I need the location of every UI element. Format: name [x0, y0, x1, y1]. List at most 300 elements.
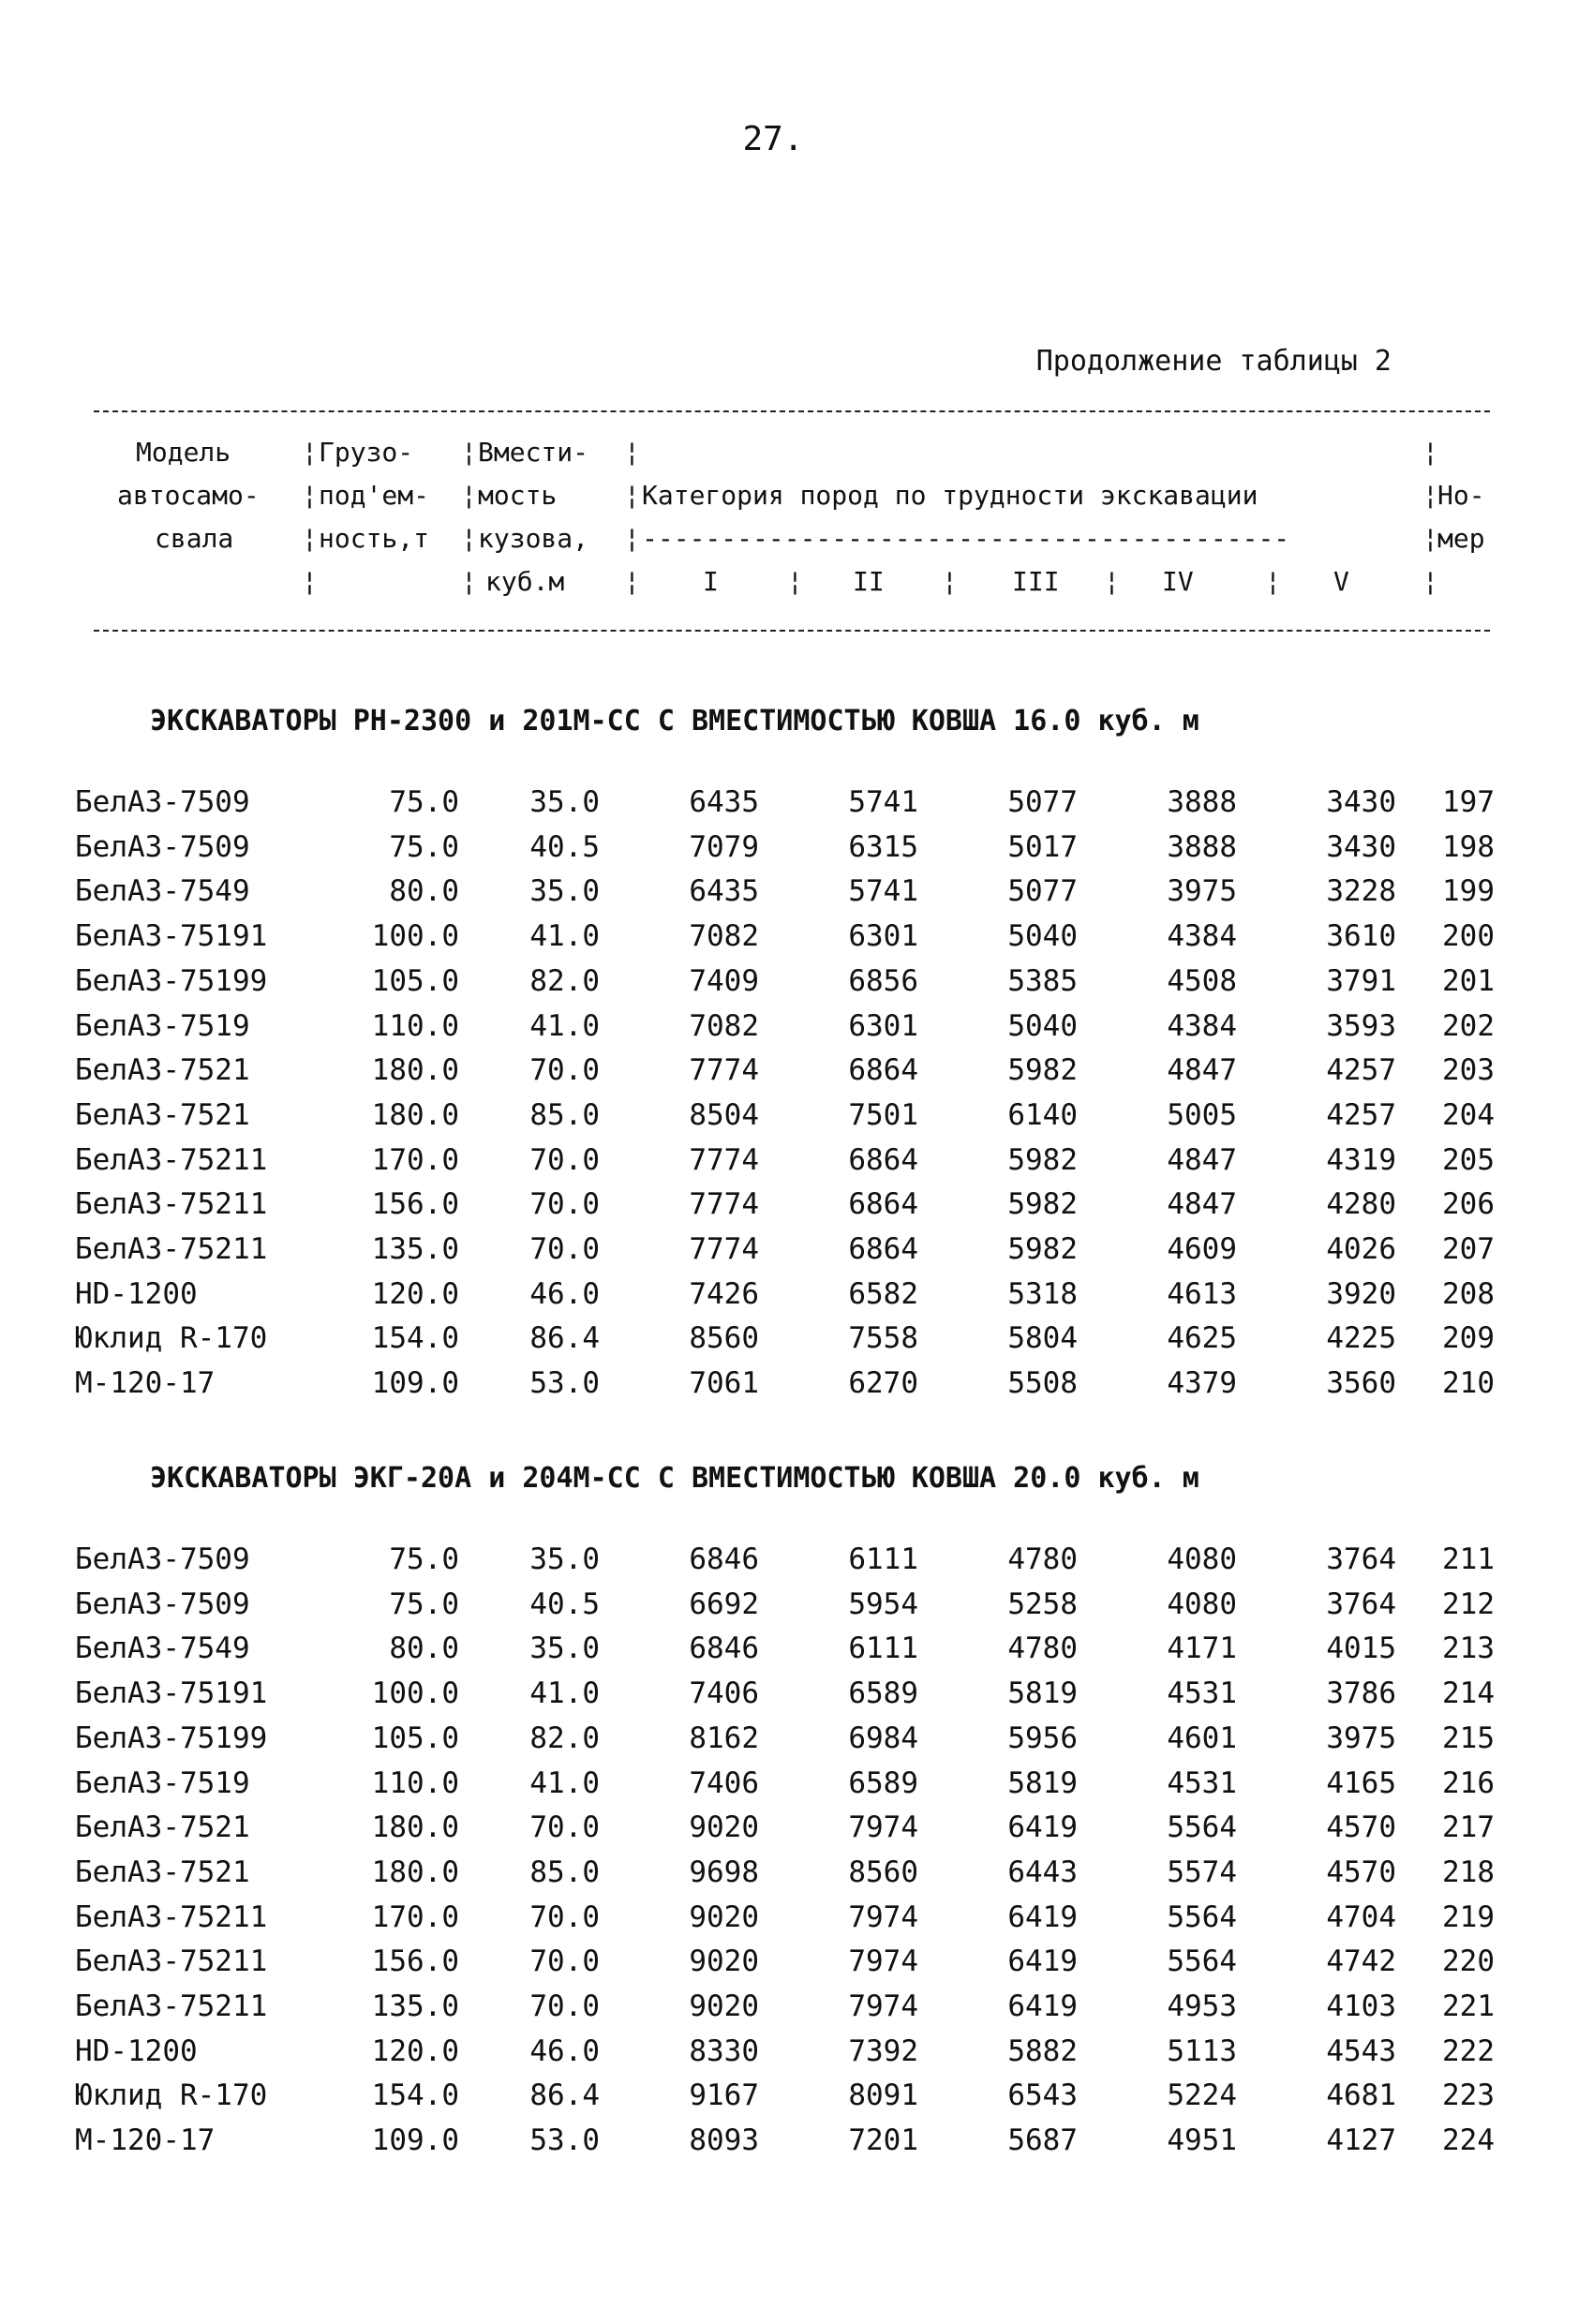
cat-2-cell: 7558	[848, 1321, 918, 1356]
cat-3-cell: 5982	[1007, 1232, 1078, 1266]
cat-5-cell: 4681	[1326, 2078, 1396, 2113]
model-cell: БелАЗ-75211	[75, 1232, 268, 1266]
table-row	[75, 830, 1518, 874]
table-row	[75, 1989, 1518, 2034]
model-cell: БелАЗ-7509	[75, 1542, 250, 1576]
cat-4-cell: 4080	[1167, 1542, 1237, 1576]
capacity-cell: 180.0	[371, 1855, 459, 1889]
cat-4-cell: 4080	[1167, 1587, 1237, 1621]
cat-3-cell: 5819	[1007, 1676, 1078, 1711]
header-separator: ¦	[1265, 566, 1281, 597]
model-cell: БелАЗ-7521	[75, 1053, 250, 1088]
number-cell: 204	[1442, 1097, 1495, 1132]
cat-1-cell: 7774	[689, 1232, 759, 1266]
volume-cell: 86.4	[529, 1321, 600, 1356]
cat-3-cell: 5040	[1007, 1008, 1078, 1043]
header-category-title: Категория пород по трудности экскавации	[642, 480, 1258, 511]
header-separator: ¦	[1104, 566, 1120, 597]
cat-5-cell: 3764	[1326, 1542, 1396, 1576]
page-number: 27.	[742, 120, 804, 158]
cat-4-cell: 4601	[1167, 1721, 1237, 1755]
cat-1-cell: 7061	[689, 1366, 759, 1401]
volume-cell: 41.0	[529, 919, 600, 954]
capacity-cell: 110.0	[371, 1765, 459, 1800]
cat-5-cell: 4225	[1326, 1321, 1396, 1356]
capacity-cell: 75.0	[389, 1587, 459, 1621]
table-row	[75, 1009, 1518, 1053]
cat-3-cell: 5318	[1007, 1276, 1078, 1311]
header-volume-line4: куб.м	[485, 566, 565, 597]
capacity-cell: 80.0	[389, 1631, 459, 1666]
table-row	[75, 1900, 1518, 1944]
cat-4-cell: 5564	[1167, 1944, 1237, 1979]
number-cell: 221	[1442, 1989, 1495, 2023]
cat-4-cell: 5574	[1167, 1855, 1237, 1889]
table-row	[75, 874, 1518, 918]
table-row	[75, 1855, 1518, 1899]
cat-4-cell: 4847	[1167, 1053, 1237, 1088]
header-separator: ¦	[302, 523, 318, 554]
header-number-line1: Но-	[1437, 480, 1485, 511]
cat-4-cell: 4508	[1167, 963, 1237, 998]
cat-3-cell: 6443	[1007, 1855, 1078, 1889]
header-bottom-rule	[94, 630, 1490, 632]
capacity-cell: 100.0	[371, 1676, 459, 1711]
table-row	[75, 1321, 1518, 1365]
cat-5-cell: 4127	[1326, 2123, 1396, 2158]
cat-5-cell: 3786	[1326, 1676, 1396, 1711]
cat-2-cell: 6111	[848, 1542, 918, 1576]
header-separator: ¦	[1422, 480, 1438, 511]
model-cell: БелАЗ-7519	[75, 1765, 250, 1800]
volume-cell: 70.0	[529, 1053, 600, 1088]
model-cell: БелАЗ-7519	[75, 1008, 250, 1043]
cat-3-cell: 5077	[1007, 785, 1078, 819]
table-row	[75, 2034, 1518, 2078]
header-capacity-line1: Грузо-	[319, 437, 414, 468]
cat-3-cell: 4780	[1007, 1542, 1078, 1576]
model-cell: БелАЗ-75191	[75, 919, 268, 954]
cat-4-cell: 4531	[1167, 1765, 1237, 1800]
cat-5-cell: 3975	[1326, 1721, 1396, 1755]
number-cell: 219	[1442, 1899, 1495, 1934]
volume-cell: 85.0	[529, 1097, 600, 1132]
cat-2-cell: 6111	[848, 1631, 918, 1666]
capacity-cell: 180.0	[371, 1053, 459, 1088]
cat-1-cell: 6846	[689, 1631, 759, 1666]
header-category-2: II	[853, 566, 885, 597]
number-cell: 210	[1442, 1366, 1495, 1401]
header-separator: ¦	[624, 437, 640, 468]
number-cell: 212	[1442, 1587, 1495, 1621]
capacity-cell: 170.0	[371, 1142, 459, 1177]
header-category-4: IV	[1162, 566, 1194, 597]
cat-4-cell: 4531	[1167, 1676, 1237, 1711]
table-row	[75, 1587, 1518, 1631]
cat-5-cell: 4026	[1326, 1232, 1396, 1266]
number-cell: 208	[1442, 1276, 1495, 1311]
volume-cell: 86.4	[529, 2078, 600, 2113]
volume-cell: 70.0	[529, 1989, 600, 2023]
table-row	[75, 2123, 1518, 2168]
section-title: ЭКСКАВАТОРЫ ЭКГ-20А и 204М-СС С ВМЕСТИМОСТЬЮ КОВША 20.0 куб. м	[150, 1462, 1199, 1495]
model-cell: БелАЗ-7521	[75, 1855, 250, 1889]
header-separator: ¦	[1422, 523, 1438, 554]
header-separator: ¦	[461, 437, 477, 468]
volume-cell: 41.0	[529, 1676, 600, 1711]
cat-1-cell: 9698	[689, 1855, 759, 1889]
cat-1-cell: 7426	[689, 1276, 759, 1311]
header-capacity-line2: под'ем-	[319, 480, 430, 511]
table-header	[94, 431, 1490, 618]
number-cell: 214	[1442, 1676, 1495, 1711]
cat-3-cell: 6419	[1007, 1899, 1078, 1934]
header-separator: ¦	[624, 480, 640, 511]
table-row	[75, 1810, 1518, 1855]
cat-3-cell: 6419	[1007, 1989, 1078, 2023]
cat-1-cell: 8093	[689, 2123, 759, 2158]
cat-3-cell: 5385	[1007, 963, 1078, 998]
number-cell: 215	[1442, 1721, 1495, 1755]
model-cell: БелАЗ-75191	[75, 1676, 268, 1711]
cat-5-cell: 3593	[1326, 1008, 1396, 1043]
model-cell: М-120-17	[75, 2123, 216, 2158]
table-row	[75, 1187, 1518, 1231]
header-top-rule	[94, 410, 1490, 412]
model-cell: БелАЗ-7509	[75, 1587, 250, 1621]
volume-cell: 82.0	[529, 1721, 600, 1755]
table-row	[75, 2078, 1518, 2123]
header-volume-line2: мость	[478, 480, 558, 511]
cat-3-cell: 6419	[1007, 1944, 1078, 1979]
model-cell: БелАЗ-75211	[75, 1142, 268, 1177]
model-cell: М-120-17	[75, 1366, 216, 1401]
number-cell: 203	[1442, 1053, 1495, 1088]
cat-5-cell: 3610	[1326, 919, 1396, 954]
cat-1-cell: 7406	[689, 1676, 759, 1711]
number-cell: 224	[1442, 2123, 1495, 2158]
model-cell: БелАЗ-7549	[75, 874, 250, 909]
cat-3-cell: 5258	[1007, 1587, 1078, 1621]
volume-cell: 85.0	[529, 1855, 600, 1889]
volume-cell: 40.5	[529, 1587, 600, 1621]
number-cell: 197	[1442, 785, 1495, 819]
cat-4-cell: 5564	[1167, 1810, 1237, 1845]
volume-cell: 53.0	[529, 2123, 600, 2158]
header-separator: ¦	[1422, 566, 1438, 597]
cat-2-cell: 5741	[848, 874, 918, 909]
cat-1-cell: 6435	[689, 785, 759, 819]
table-row	[75, 785, 1518, 829]
table-row	[75, 1232, 1518, 1276]
cat-2-cell: 6589	[848, 1765, 918, 1800]
cat-2-cell: 7974	[848, 1989, 918, 2023]
continuation-label: Продолжение таблицы 2	[1035, 345, 1392, 378]
table-row	[75, 1676, 1518, 1721]
cat-3-cell: 5819	[1007, 1765, 1078, 1800]
cat-5-cell: 4742	[1326, 1944, 1396, 1979]
cat-4-cell: 5564	[1167, 1899, 1237, 1934]
cat-3-cell: 5040	[1007, 919, 1078, 954]
header-separator: ¦	[461, 523, 477, 554]
cat-5-cell: 3791	[1326, 963, 1396, 998]
cat-4-cell: 3888	[1167, 785, 1237, 819]
header-separator: ¦	[624, 523, 640, 554]
cat-4-cell: 4613	[1167, 1276, 1237, 1311]
cat-5-cell: 4103	[1326, 1989, 1396, 2023]
header-category-rule: -----------------------------------------	[642, 523, 1290, 554]
number-cell: 211	[1442, 1542, 1495, 1576]
cat-5-cell: 4015	[1326, 1631, 1396, 1666]
cat-1-cell: 6692	[689, 1587, 759, 1621]
header-separator: ¦	[942, 566, 958, 597]
cat-2-cell: 6301	[848, 919, 918, 954]
cat-4-cell: 4847	[1167, 1142, 1237, 1177]
cat-1-cell: 7406	[689, 1765, 759, 1800]
table-row	[75, 1542, 1518, 1587]
cat-1-cell: 7774	[689, 1187, 759, 1222]
cat-3-cell: 5508	[1007, 1366, 1078, 1401]
cat-1-cell: 7409	[689, 963, 759, 998]
cat-5-cell: 4257	[1326, 1053, 1396, 1088]
capacity-cell: 105.0	[371, 963, 459, 998]
table-row	[75, 1053, 1518, 1097]
cat-1-cell: 7082	[689, 919, 759, 954]
cat-1-cell: 8560	[689, 1321, 759, 1356]
volume-cell: 46.0	[529, 2034, 600, 2068]
table-row	[75, 1631, 1518, 1676]
cat-2-cell: 7974	[848, 1899, 918, 1934]
volume-cell: 70.0	[529, 1899, 600, 1934]
volume-cell: 53.0	[529, 1366, 600, 1401]
cat-5-cell: 4570	[1326, 1855, 1396, 1889]
table-row	[75, 1098, 1518, 1142]
model-cell: Юклид R-170	[75, 1321, 268, 1356]
cat-3-cell: 5804	[1007, 1321, 1078, 1356]
cat-1-cell: 9020	[689, 1810, 759, 1845]
header-separator: ¦	[302, 566, 318, 597]
model-cell: БелАЗ-75211	[75, 1187, 268, 1222]
model-cell: HD-1200	[75, 2034, 198, 2068]
cat-3-cell: 4780	[1007, 1631, 1078, 1666]
cat-5-cell: 4704	[1326, 1899, 1396, 1934]
capacity-cell: 156.0	[371, 1187, 459, 1222]
model-cell: БелАЗ-75199	[75, 963, 268, 998]
volume-cell: 82.0	[529, 963, 600, 998]
header-category-1: I	[703, 566, 719, 597]
cat-2-cell: 6864	[848, 1232, 918, 1266]
volume-cell: 46.0	[529, 1276, 600, 1311]
header-separator: ¦	[461, 480, 477, 511]
cat-5-cell: 4570	[1326, 1810, 1396, 1845]
cat-4-cell: 5224	[1167, 2078, 1237, 2113]
header-model-line3: свала	[155, 523, 234, 554]
volume-cell: 70.0	[529, 1944, 600, 1979]
cat-2-cell: 7974	[848, 1944, 918, 1979]
capacity-cell: 109.0	[371, 2123, 459, 2158]
cat-2-cell: 6301	[848, 1008, 918, 1043]
cat-2-cell: 7201	[848, 2123, 918, 2158]
capacity-cell: 75.0	[389, 829, 459, 864]
cat-5-cell: 4165	[1326, 1765, 1396, 1800]
capacity-cell: 109.0	[371, 1366, 459, 1401]
number-cell: 223	[1442, 2078, 1495, 2113]
cat-4-cell: 3888	[1167, 829, 1237, 864]
model-cell: БелАЗ-7521	[75, 1097, 250, 1132]
header-category-5: V	[1333, 566, 1349, 597]
model-cell: БелАЗ-7521	[75, 1810, 250, 1845]
cat-2-cell: 6984	[848, 1721, 918, 1755]
capacity-cell: 154.0	[371, 2078, 459, 2113]
cat-3-cell: 5687	[1007, 2123, 1078, 2158]
table-row	[75, 1277, 1518, 1321]
cat-4-cell: 5005	[1167, 1097, 1237, 1132]
capacity-cell: 100.0	[371, 919, 459, 954]
cat-3-cell: 6419	[1007, 1810, 1078, 1845]
model-cell: БелАЗ-75211	[75, 1899, 268, 1934]
cat-1-cell: 6435	[689, 874, 759, 909]
cat-3-cell: 5982	[1007, 1142, 1078, 1177]
table-row	[75, 1766, 1518, 1810]
cat-4-cell: 4847	[1167, 1187, 1237, 1222]
cat-3-cell: 6543	[1007, 2078, 1078, 2113]
capacity-cell: 180.0	[371, 1810, 459, 1845]
volume-cell: 35.0	[529, 874, 600, 909]
cat-2-cell: 6589	[848, 1676, 918, 1711]
cat-2-cell: 7974	[848, 1810, 918, 1845]
capacity-cell: 80.0	[389, 874, 459, 909]
cat-4-cell: 4171	[1167, 1631, 1237, 1666]
cat-1-cell: 9020	[689, 1944, 759, 1979]
header-number-line2: мер	[1437, 523, 1485, 554]
cat-1-cell: 8330	[689, 2034, 759, 2068]
header-separator: ¦	[624, 566, 640, 597]
model-cell: БелАЗ-7509	[75, 829, 250, 864]
cat-2-cell: 5741	[848, 785, 918, 819]
table-row	[75, 964, 1518, 1008]
number-cell: 209	[1442, 1321, 1495, 1356]
cat-1-cell: 9020	[689, 1899, 759, 1934]
cat-5-cell: 3430	[1326, 785, 1396, 819]
model-cell: HD-1200	[75, 1276, 198, 1311]
header-separator: ¦	[1422, 437, 1438, 468]
cat-1-cell: 7079	[689, 829, 759, 864]
header-volume-line3: кузова,	[478, 523, 589, 554]
cat-4-cell: 4384	[1167, 919, 1237, 954]
cat-4-cell: 4953	[1167, 1989, 1237, 2023]
header-separator: ¦	[461, 566, 477, 597]
cat-1-cell: 8504	[689, 1097, 759, 1132]
capacity-cell: 180.0	[371, 1097, 459, 1132]
cat-5-cell: 3228	[1326, 874, 1396, 909]
model-cell: Юклид R-170	[75, 2078, 268, 2113]
volume-cell: 41.0	[529, 1008, 600, 1043]
capacity-cell: 135.0	[371, 1989, 459, 2023]
cat-2-cell: 7501	[848, 1097, 918, 1132]
section-title: ЭКСКАВАТОРЫ РН-2300 и 201М-СС С ВМЕСТИМОСТЬЮ КОВША 16.0 куб. м	[150, 705, 1199, 737]
number-cell: 220	[1442, 1944, 1495, 1979]
model-cell: БелАЗ-75199	[75, 1721, 268, 1755]
cat-4-cell: 4379	[1167, 1366, 1237, 1401]
number-cell: 200	[1442, 919, 1495, 954]
cat-4-cell: 5113	[1167, 2034, 1237, 2068]
header-separator: ¦	[302, 480, 318, 511]
cat-2-cell: 6864	[848, 1142, 918, 1177]
volume-cell: 70.0	[529, 1232, 600, 1266]
cat-2-cell: 6864	[848, 1053, 918, 1088]
model-cell: БелАЗ-7549	[75, 1631, 250, 1666]
cat-1-cell: 7082	[689, 1008, 759, 1043]
volume-cell: 70.0	[529, 1810, 600, 1845]
header-separator: ¦	[787, 566, 803, 597]
header-model-line2: автосамо-	[117, 480, 260, 511]
cat-3-cell: 5017	[1007, 829, 1078, 864]
model-cell: БелАЗ-75211	[75, 1944, 268, 1979]
cat-3-cell: 6140	[1007, 1097, 1078, 1132]
cat-1-cell: 7774	[689, 1053, 759, 1088]
capacity-cell: 105.0	[371, 1721, 459, 1755]
number-cell: 216	[1442, 1765, 1495, 1800]
volume-cell: 70.0	[529, 1142, 600, 1177]
volume-cell: 41.0	[529, 1765, 600, 1800]
capacity-cell: 154.0	[371, 1321, 459, 1356]
cat-3-cell: 5982	[1007, 1053, 1078, 1088]
number-cell: 207	[1442, 1232, 1495, 1266]
cat-5-cell: 4280	[1326, 1187, 1396, 1222]
number-cell: 205	[1442, 1142, 1495, 1177]
cat-1-cell: 9020	[689, 1989, 759, 2023]
cat-2-cell: 5954	[848, 1587, 918, 1621]
cat-2-cell: 6315	[848, 829, 918, 864]
number-cell: 213	[1442, 1631, 1495, 1666]
number-cell: 202	[1442, 1008, 1495, 1043]
number-cell: 218	[1442, 1855, 1495, 1889]
volume-cell: 35.0	[529, 1631, 600, 1666]
capacity-cell: 110.0	[371, 1008, 459, 1043]
capacity-cell: 135.0	[371, 1232, 459, 1266]
header-volume-line1: Вмести-	[478, 437, 589, 468]
cat-5-cell: 3430	[1326, 829, 1396, 864]
capacity-cell: 156.0	[371, 1944, 459, 1979]
table-row	[75, 919, 1518, 963]
volume-cell: 35.0	[529, 785, 600, 819]
cat-3-cell: 5882	[1007, 2034, 1078, 2068]
cat-3-cell: 5982	[1007, 1187, 1078, 1222]
header-capacity-line3: ность,т	[319, 523, 430, 554]
cat-3-cell: 5956	[1007, 1721, 1078, 1755]
cat-3-cell: 5077	[1007, 874, 1078, 909]
model-cell: БелАЗ-75211	[75, 1989, 268, 2023]
cat-1-cell: 9167	[689, 2078, 759, 2113]
number-cell: 198	[1442, 829, 1495, 864]
cat-2-cell: 6270	[848, 1366, 918, 1401]
table-row	[75, 1944, 1518, 1989]
capacity-cell: 120.0	[371, 1276, 459, 1311]
header-category-3: III	[1012, 566, 1060, 597]
model-cell: БелАЗ-7509	[75, 785, 250, 819]
cat-5-cell: 3920	[1326, 1276, 1396, 1311]
cat-4-cell: 3975	[1167, 874, 1237, 909]
cat-5-cell: 4319	[1326, 1142, 1396, 1177]
cat-5-cell: 3560	[1326, 1366, 1396, 1401]
cat-4-cell: 4609	[1167, 1232, 1237, 1266]
cat-2-cell: 6582	[848, 1276, 918, 1311]
cat-1-cell: 7774	[689, 1142, 759, 1177]
cat-5-cell: 4257	[1326, 1097, 1396, 1132]
capacity-cell: 75.0	[389, 1542, 459, 1576]
cat-4-cell: 4384	[1167, 1008, 1237, 1043]
volume-cell: 70.0	[529, 1187, 600, 1222]
